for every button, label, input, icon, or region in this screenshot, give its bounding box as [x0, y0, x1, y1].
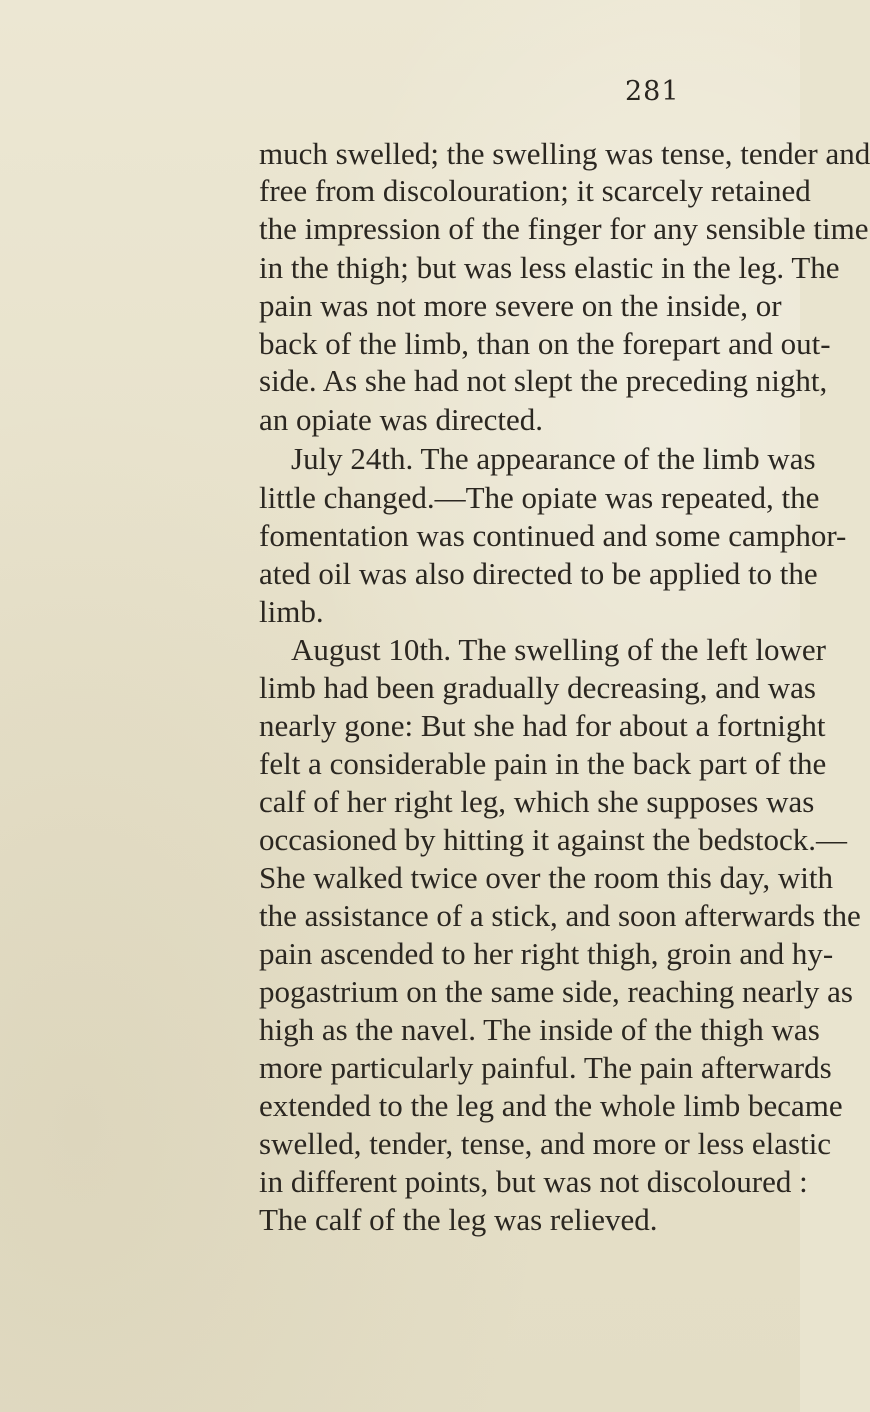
- text-line: pogastrium on the same side, reaching nearly as: [259, 974, 853, 1009]
- text-line: She walked twice over the room this day, with: [259, 860, 833, 895]
- text-line: pain ascended to her right thigh, groin and hy-: [259, 936, 834, 971]
- text-line: limb had been gradually decreasing, and was: [259, 670, 816, 705]
- text-line: high as the navel. The inside of the thigh was: [259, 1012, 820, 1047]
- text-line: ated oil was also directed to be applied to the: [259, 556, 818, 591]
- text-line: free from discolouration; it scarcely retained: [259, 173, 811, 208]
- text-line: an opiate was directed.: [259, 402, 544, 437]
- text-line: July 24th. The appearance of the limb was: [291, 441, 816, 476]
- text-line: felt a considerable pain in the back part of the: [259, 746, 827, 781]
- text-line: in the thigh; but was less elastic in the leg. The: [259, 250, 840, 285]
- text-line: extended to the leg and the whole limb became: [259, 1088, 843, 1123]
- text-line: fomentation was continued and some camphor-: [259, 518, 847, 553]
- text-line: the impression of the finger for any sensible time: [259, 211, 869, 246]
- text-line: back of the limb, than on the forepart and out-: [259, 326, 831, 361]
- text-line: nearly gone: But she had for about a fortnight: [259, 708, 826, 743]
- text-line: occasioned by hitting it against the bedstock.—: [259, 822, 848, 857]
- text-line: the assistance of a stick, and soon afterwards the: [259, 898, 861, 933]
- page-number: 281: [625, 76, 680, 107]
- text-line: more particularly painful. The pain afterwards: [259, 1050, 832, 1085]
- text-line: side. As she had not slept the preceding night,: [259, 363, 828, 398]
- text-line: calf of her right leg, which she supposes was: [259, 784, 815, 819]
- text-line: in different points, but was not discoloured :: [259, 1164, 808, 1199]
- text-line: little changed.—The opiate was repeated, the: [259, 480, 820, 515]
- text-line: swelled, tender, tense, and more or less elastic: [259, 1126, 832, 1161]
- text-line: August 10th. The swelling of the left lower: [291, 632, 826, 667]
- text-line: limb.: [259, 594, 324, 629]
- text-line: The calf of the leg was relieved.: [259, 1202, 658, 1237]
- text-line: much swelled; the swelling was tense, tender and: [259, 136, 870, 171]
- text-line: pain was not more severe on the inside, or: [259, 288, 782, 323]
